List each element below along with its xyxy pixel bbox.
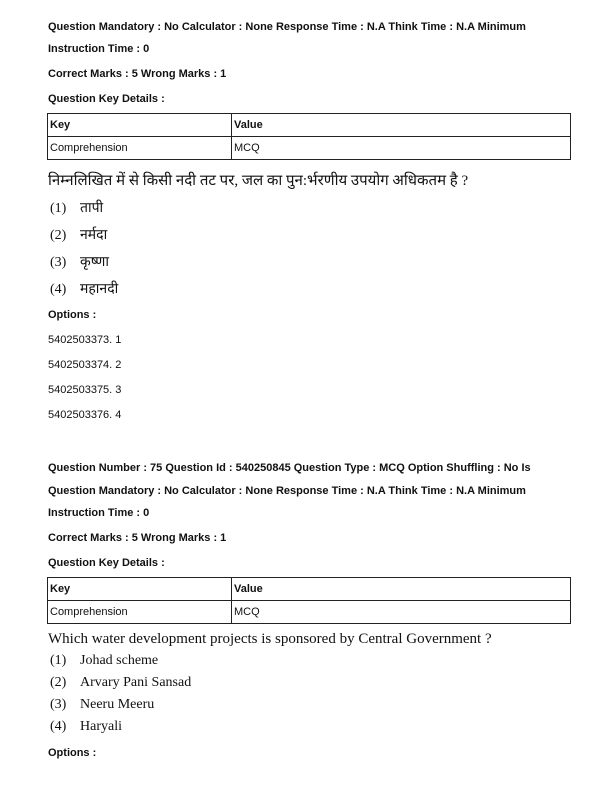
choice-text: तापी bbox=[80, 201, 104, 216]
choice-text: महानदी bbox=[80, 282, 119, 297]
key-cell: Comprehension bbox=[48, 137, 232, 160]
value-cell: MCQ bbox=[232, 137, 571, 160]
key-details-label: Question Key Details : bbox=[48, 93, 165, 105]
value-header: Value bbox=[232, 114, 571, 137]
option-id: 5402503375. 3 bbox=[48, 384, 122, 396]
question-meta: Question Number : 75 Question Id : 540250845 Question Type : MCQ Option Shuffling : No Is bbox=[48, 462, 531, 474]
key-header: Key bbox=[48, 578, 232, 601]
choice bbox=[50, 675, 191, 691]
choice-number: (3) bbox=[50, 255, 67, 270]
key-table bbox=[47, 577, 571, 624]
choice-text: Johad scheme bbox=[80, 653, 159, 668]
choice-text: नर्मदा bbox=[80, 228, 108, 243]
question-meta: Question Mandatory : No Calculator : None Response Time : N.A Think Time : N.A Minimum bbox=[48, 485, 526, 497]
question-text: Which water development projects is sponsored by Central Government ? bbox=[48, 631, 492, 647]
choice bbox=[50, 225, 107, 244]
choice-number: (4) bbox=[50, 719, 67, 734]
choice-number: (3) bbox=[50, 697, 67, 712]
choice-text: Haryali bbox=[80, 719, 122, 734]
choice bbox=[50, 279, 118, 298]
choice-number: (1) bbox=[50, 653, 67, 668]
option-id: 5402503376. 4 bbox=[48, 409, 122, 421]
choice bbox=[50, 697, 154, 713]
option-id: 5402503373. 1 bbox=[48, 334, 122, 346]
value-header: Value bbox=[232, 578, 571, 601]
value-cell: MCQ bbox=[232, 601, 571, 624]
key-header: Key bbox=[48, 114, 232, 137]
question-text: निम्नलिखित में से किसी नदी तट पर, जल का पुन:र्भरणीय उपयोग अधिकतम है ? bbox=[48, 173, 469, 189]
choice-text: कृष्णा bbox=[80, 255, 110, 270]
question-meta: Instruction Time : 0 bbox=[48, 43, 150, 55]
marks: Correct Marks : 5 Wrong Marks : 1 bbox=[48, 68, 227, 80]
choice-number: (2) bbox=[50, 675, 67, 690]
choice-number: (4) bbox=[50, 282, 67, 297]
choice-number: (1) bbox=[50, 201, 67, 216]
choice bbox=[50, 653, 158, 669]
choice bbox=[50, 252, 109, 271]
choice-text: Neeru Meeru bbox=[80, 697, 155, 712]
question-meta: Question Mandatory : No Calculator : None Response Time : N.A Think Time : N.A Minimum bbox=[48, 21, 526, 33]
question-meta: Instruction Time : 0 bbox=[48, 507, 150, 519]
choice bbox=[50, 198, 103, 217]
options-label: Options : bbox=[48, 309, 97, 321]
key-details-label: Question Key Details : bbox=[48, 557, 165, 569]
marks: Correct Marks : 5 Wrong Marks : 1 bbox=[48, 532, 227, 544]
options-label: Options : bbox=[48, 747, 97, 759]
choice bbox=[50, 719, 122, 735]
choice-text: Arvary Pani Sansad bbox=[80, 675, 192, 690]
key-cell: Comprehension bbox=[48, 601, 232, 624]
option-id: 5402503374. 2 bbox=[48, 359, 122, 371]
choice-number: (2) bbox=[50, 228, 67, 243]
key-table bbox=[47, 113, 571, 160]
